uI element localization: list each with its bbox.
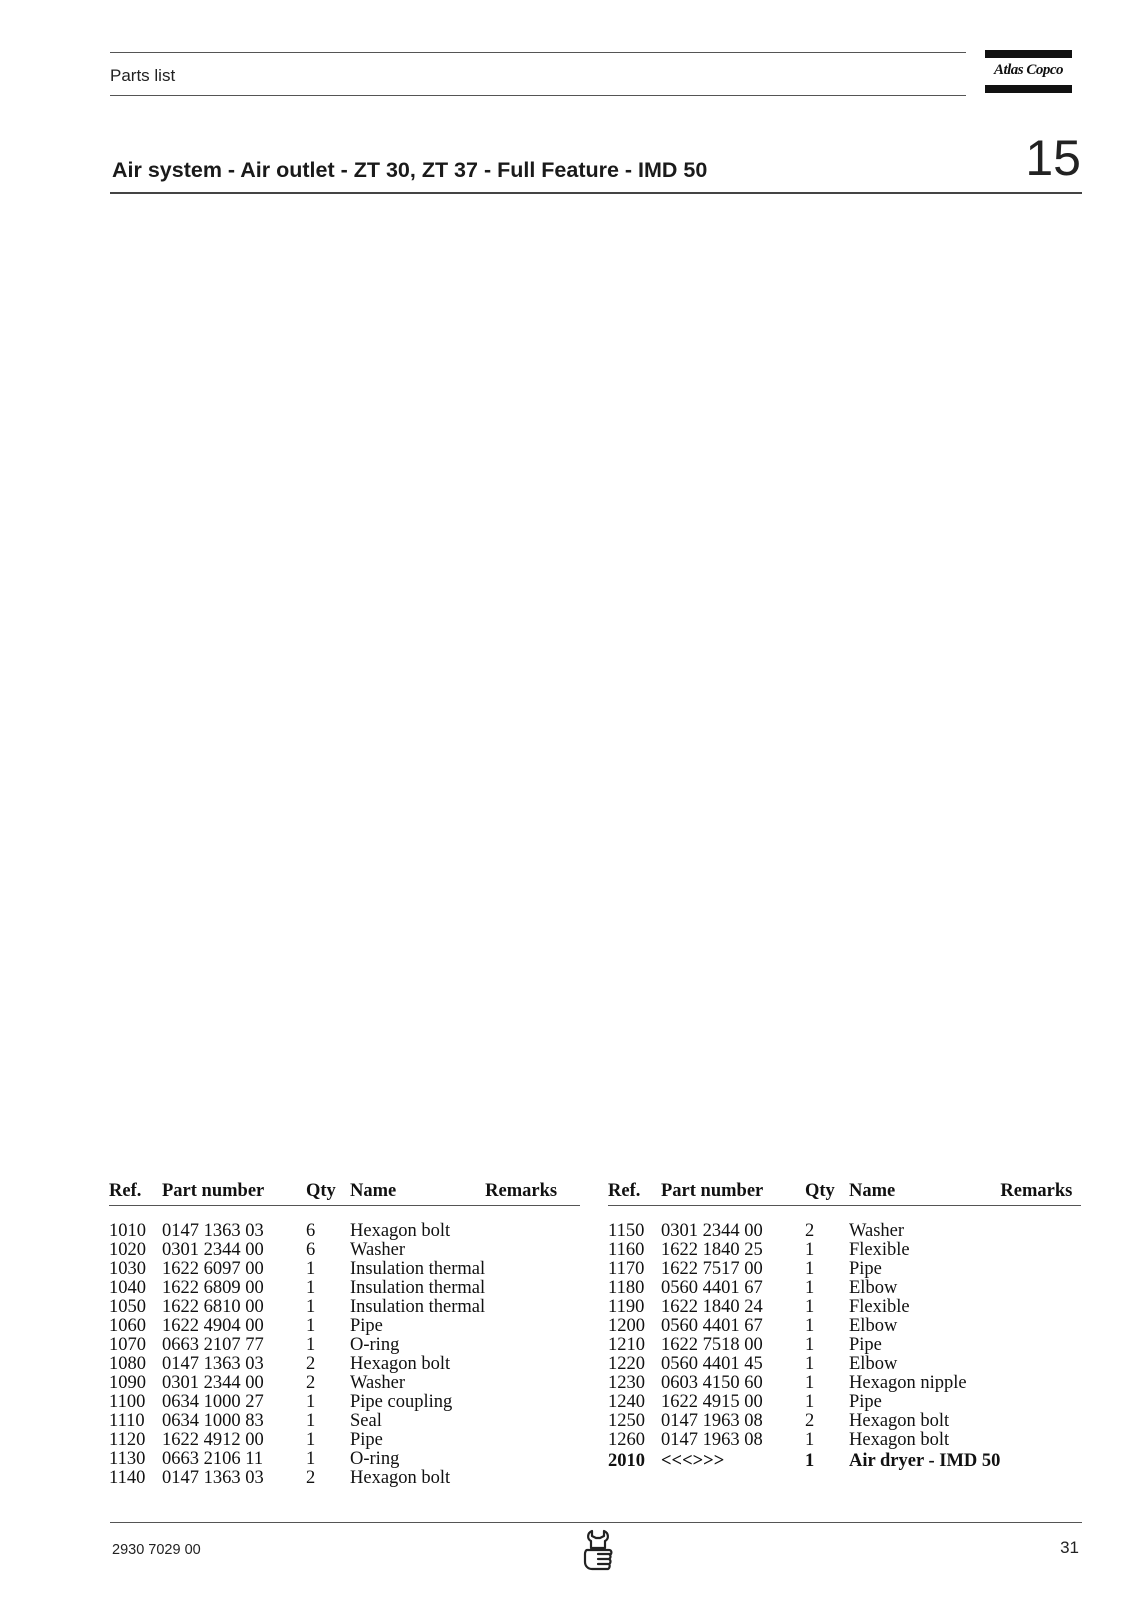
cell-name: Hexagon bolt xyxy=(350,1354,451,1374)
cell-name: Insulation thermal xyxy=(350,1259,486,1279)
cell-name: Pipe coupling xyxy=(350,1392,453,1412)
cell-part-number: 0634 1000 27 xyxy=(162,1392,264,1412)
cell-name: Hexagon bolt xyxy=(350,1221,451,1241)
table-row xyxy=(109,1355,580,1374)
cell-qty: 1 xyxy=(306,1411,316,1431)
cell-qty: 2 xyxy=(306,1373,316,1393)
cell-qty: 1 xyxy=(306,1449,316,1469)
table-row xyxy=(109,1241,580,1260)
cell-part-number: 0301 2344 00 xyxy=(162,1240,264,1260)
col-header-qty: Qty xyxy=(306,1180,350,1206)
cell-qty: 2 xyxy=(805,1221,815,1241)
table-header-row xyxy=(608,1180,1081,1206)
cell-name: Pipe xyxy=(849,1335,882,1355)
header-bottom-rule xyxy=(110,95,966,96)
cell-remarks xyxy=(1000,1260,1081,1279)
cell-ref: 1180 xyxy=(608,1278,645,1298)
cell-remarks xyxy=(485,1206,580,1242)
cell-remarks xyxy=(1000,1241,1081,1260)
logo-top-bar xyxy=(985,50,1072,58)
cell-part-number: 0663 2106 11 xyxy=(162,1449,264,1469)
cell-part-number: 0147 1363 03 xyxy=(162,1221,264,1241)
cell-remarks xyxy=(485,1374,580,1393)
cell-part-number: 1622 1840 25 xyxy=(661,1240,763,1260)
table-row xyxy=(608,1374,1081,1393)
cell-ref: 1140 xyxy=(109,1468,146,1488)
cell-remarks xyxy=(1000,1393,1081,1412)
cell-qty: 1 xyxy=(805,1316,815,1336)
cell-qty: 1 xyxy=(306,1278,316,1298)
cell-part-number: 1622 4912 00 xyxy=(162,1430,264,1450)
cell-name: Air dryer - IMD 50 xyxy=(849,1451,1001,1471)
cell-part-number: 1622 7518 00 xyxy=(661,1335,763,1355)
cell-name: Pipe xyxy=(849,1392,882,1412)
cell-ref: 1130 xyxy=(109,1449,146,1469)
cell-qty: 1 xyxy=(805,1259,815,1279)
cell-ref: 1190 xyxy=(608,1297,645,1317)
cell-ref: 1170 xyxy=(608,1259,645,1279)
col-header-remarks: Remarks xyxy=(1000,1180,1081,1206)
cell-name: Insulation thermal xyxy=(350,1297,486,1317)
cell-name: Pipe xyxy=(849,1259,882,1279)
cell-name: Elbow xyxy=(849,1354,898,1374)
cell-name: O-ring xyxy=(350,1335,400,1355)
cell-part-number: 0301 2344 00 xyxy=(661,1221,763,1241)
cell-part-number: 0560 4401 67 xyxy=(661,1316,763,1336)
cell-remarks xyxy=(1000,1450,1081,1471)
cell-part-number: 1622 6097 00 xyxy=(162,1259,264,1279)
cell-qty: 1 xyxy=(805,1430,815,1450)
cell-remarks xyxy=(485,1469,580,1488)
cell-part-number: 1622 4904 00 xyxy=(162,1316,264,1336)
table-row xyxy=(109,1317,580,1336)
cell-ref: 1200 xyxy=(608,1316,645,1336)
cell-qty: 1 xyxy=(805,1354,815,1374)
table-row xyxy=(109,1450,580,1469)
cell-name: Seal xyxy=(350,1411,382,1431)
parts-table-right xyxy=(608,1180,1081,1471)
cell-qty: 1 xyxy=(306,1297,316,1317)
cell-ref: 1050 xyxy=(109,1297,146,1317)
cell-remarks xyxy=(485,1317,580,1336)
cell-qty: 2 xyxy=(306,1354,316,1374)
table-row xyxy=(608,1298,1081,1317)
logo-bottom-bar xyxy=(985,85,1072,93)
cell-part-number: 0147 1963 08 xyxy=(661,1430,763,1450)
cell-part-number: 0301 2344 00 xyxy=(162,1373,264,1393)
cell-qty: 1 xyxy=(306,1430,316,1450)
cell-ref: 1240 xyxy=(608,1392,645,1412)
cell-part-number: 0603 4150 60 xyxy=(661,1373,763,1393)
table-row xyxy=(109,1336,580,1355)
cell-qty: 6 xyxy=(306,1221,316,1241)
cell-name: Insulation thermal xyxy=(350,1278,486,1298)
table-row xyxy=(109,1260,580,1279)
cell-ref: 1020 xyxy=(109,1240,146,1260)
title-rule xyxy=(110,192,1082,194)
table-row xyxy=(109,1374,580,1393)
table-row xyxy=(608,1450,1081,1471)
cell-name: Flexible xyxy=(849,1297,910,1317)
cell-name: Hexagon bolt xyxy=(849,1430,950,1450)
col-header-part-number: Part number xyxy=(162,1180,306,1206)
cell-remarks xyxy=(485,1279,580,1298)
table-row xyxy=(608,1336,1081,1355)
table-row xyxy=(109,1431,580,1450)
cell-part-number: <<<>>> xyxy=(661,1451,725,1471)
cell-part-number: 0147 1363 03 xyxy=(162,1468,264,1488)
cell-ref: 1120 xyxy=(109,1430,146,1450)
cell-name: Washer xyxy=(350,1373,406,1393)
table-row xyxy=(109,1469,580,1488)
cell-qty: 1 xyxy=(306,1392,316,1412)
cell-remarks xyxy=(485,1260,580,1279)
table-row xyxy=(608,1355,1081,1374)
cell-remarks xyxy=(485,1355,580,1374)
wrench-hand-service-icon xyxy=(578,1528,618,1574)
cell-ref: 1070 xyxy=(109,1335,146,1355)
cell-qty: 2 xyxy=(805,1411,815,1431)
col-header-remarks: Remarks xyxy=(485,1180,580,1206)
table-row xyxy=(608,1412,1081,1431)
cell-part-number: 1622 6810 00 xyxy=(162,1297,264,1317)
cell-remarks xyxy=(485,1336,580,1355)
cell-remarks xyxy=(1000,1279,1081,1298)
table-row xyxy=(109,1279,580,1298)
cell-name: Pipe xyxy=(350,1316,383,1336)
cell-ref: 1250 xyxy=(608,1411,645,1431)
cell-ref: 1090 xyxy=(109,1373,146,1393)
page-number: 31 xyxy=(1060,1538,1079,1557)
cell-qty: 1 xyxy=(805,1451,815,1471)
table-row xyxy=(109,1412,580,1431)
parts-rows-right xyxy=(608,1206,1081,1472)
cell-remarks xyxy=(1000,1336,1081,1355)
section-label: Parts list xyxy=(110,66,176,85)
cell-part-number: 0147 1363 03 xyxy=(162,1354,264,1374)
cell-part-number: 0560 4401 67 xyxy=(661,1278,763,1298)
brand-logo xyxy=(985,50,1072,94)
parts-table-left xyxy=(109,1180,580,1488)
table-row xyxy=(608,1241,1081,1260)
cell-remarks xyxy=(1000,1412,1081,1431)
cell-name: Washer xyxy=(849,1221,905,1241)
cell-qty: 1 xyxy=(805,1392,815,1412)
cell-part-number: 1622 1840 24 xyxy=(661,1297,763,1317)
logo-wordmark: Atlas Copco xyxy=(993,62,1064,78)
table-header-row xyxy=(109,1180,580,1206)
cell-remarks xyxy=(485,1298,580,1317)
cell-remarks xyxy=(1000,1431,1081,1450)
parts-rows-left xyxy=(109,1206,580,1489)
col-header-part-number: Part number xyxy=(661,1180,805,1206)
cell-remarks xyxy=(485,1393,580,1412)
cell-part-number: 1622 6809 00 xyxy=(162,1278,264,1298)
cell-qty: 1 xyxy=(805,1335,815,1355)
cell-ref: 1030 xyxy=(109,1259,146,1279)
cell-ref: 1100 xyxy=(109,1392,146,1412)
cell-ref: 1110 xyxy=(109,1411,145,1431)
table-row xyxy=(608,1279,1081,1298)
cell-qty: 1 xyxy=(805,1297,815,1317)
col-header-name: Name xyxy=(350,1180,485,1206)
cell-name: Elbow xyxy=(849,1316,898,1336)
cell-ref: 1080 xyxy=(109,1354,146,1374)
table-row xyxy=(109,1393,580,1412)
table-row xyxy=(608,1393,1081,1412)
footer-rule xyxy=(110,1522,1082,1523)
cell-qty: 1 xyxy=(306,1259,316,1279)
header-top-rule xyxy=(110,52,966,53)
table-row xyxy=(109,1206,580,1242)
cell-part-number: 0663 2107 77 xyxy=(162,1335,264,1355)
cell-name: Washer xyxy=(350,1240,406,1260)
cell-remarks xyxy=(485,1412,580,1431)
cell-qty: 1 xyxy=(306,1316,316,1336)
cell-name: Flexible xyxy=(849,1240,910,1260)
cell-name: Hexagon bolt xyxy=(350,1468,451,1488)
cell-remarks xyxy=(1000,1355,1081,1374)
cell-ref: 1230 xyxy=(608,1373,645,1393)
cell-ref: 1060 xyxy=(109,1316,146,1336)
cell-qty: 1 xyxy=(805,1278,815,1298)
cell-ref: 1150 xyxy=(608,1221,645,1241)
col-header-ref: Ref. xyxy=(109,1180,162,1206)
cell-remarks xyxy=(1000,1317,1081,1336)
cell-ref: 1160 xyxy=(608,1240,645,1260)
cell-name: Hexagon bolt xyxy=(849,1411,950,1431)
cell-ref: 1220 xyxy=(608,1354,645,1374)
col-header-name: Name xyxy=(849,1180,1000,1206)
table-row xyxy=(608,1260,1081,1279)
cell-ref: 1210 xyxy=(608,1335,645,1355)
cell-remarks xyxy=(1000,1298,1081,1317)
col-header-qty: Qty xyxy=(805,1180,849,1206)
table-row xyxy=(109,1298,580,1317)
cell-remarks xyxy=(485,1450,580,1469)
cell-qty: 1 xyxy=(306,1335,316,1355)
cell-name: Hexagon nipple xyxy=(849,1373,967,1393)
page-title: Air system - Air outlet - ZT 30, ZT 37 - Full Feature - IMD 50 xyxy=(112,158,708,182)
cell-ref: 1040 xyxy=(109,1278,146,1298)
document-number: 2930 7029 00 xyxy=(112,1542,201,1558)
cell-remarks xyxy=(1000,1374,1081,1393)
cell-ref: 1010 xyxy=(109,1221,146,1241)
cell-part-number: 1622 4915 00 xyxy=(661,1392,763,1412)
table-row xyxy=(608,1317,1081,1336)
cell-part-number: 0147 1963 08 xyxy=(661,1411,763,1431)
cell-qty: 1 xyxy=(805,1240,815,1260)
cell-qty: 2 xyxy=(306,1468,316,1488)
cell-qty: 6 xyxy=(306,1240,316,1260)
cell-part-number: 0634 1000 83 xyxy=(162,1411,264,1431)
cell-ref: 2010 xyxy=(608,1451,645,1471)
cell-remarks xyxy=(485,1431,580,1450)
table-row xyxy=(608,1431,1081,1450)
col-header-ref: Ref. xyxy=(608,1180,661,1206)
cell-part-number: 0560 4401 45 xyxy=(661,1354,763,1374)
table-row xyxy=(608,1206,1081,1242)
cell-part-number: 1622 7517 00 xyxy=(661,1259,763,1279)
cell-name: Elbow xyxy=(849,1278,898,1298)
cell-qty: 1 xyxy=(805,1373,815,1393)
cell-name: O-ring xyxy=(350,1449,400,1469)
cell-remarks xyxy=(1000,1206,1081,1242)
chapter-number: 15 xyxy=(1025,130,1081,186)
cell-ref: 1260 xyxy=(608,1430,645,1450)
cell-remarks xyxy=(485,1241,580,1260)
cell-name: Pipe xyxy=(350,1430,383,1450)
